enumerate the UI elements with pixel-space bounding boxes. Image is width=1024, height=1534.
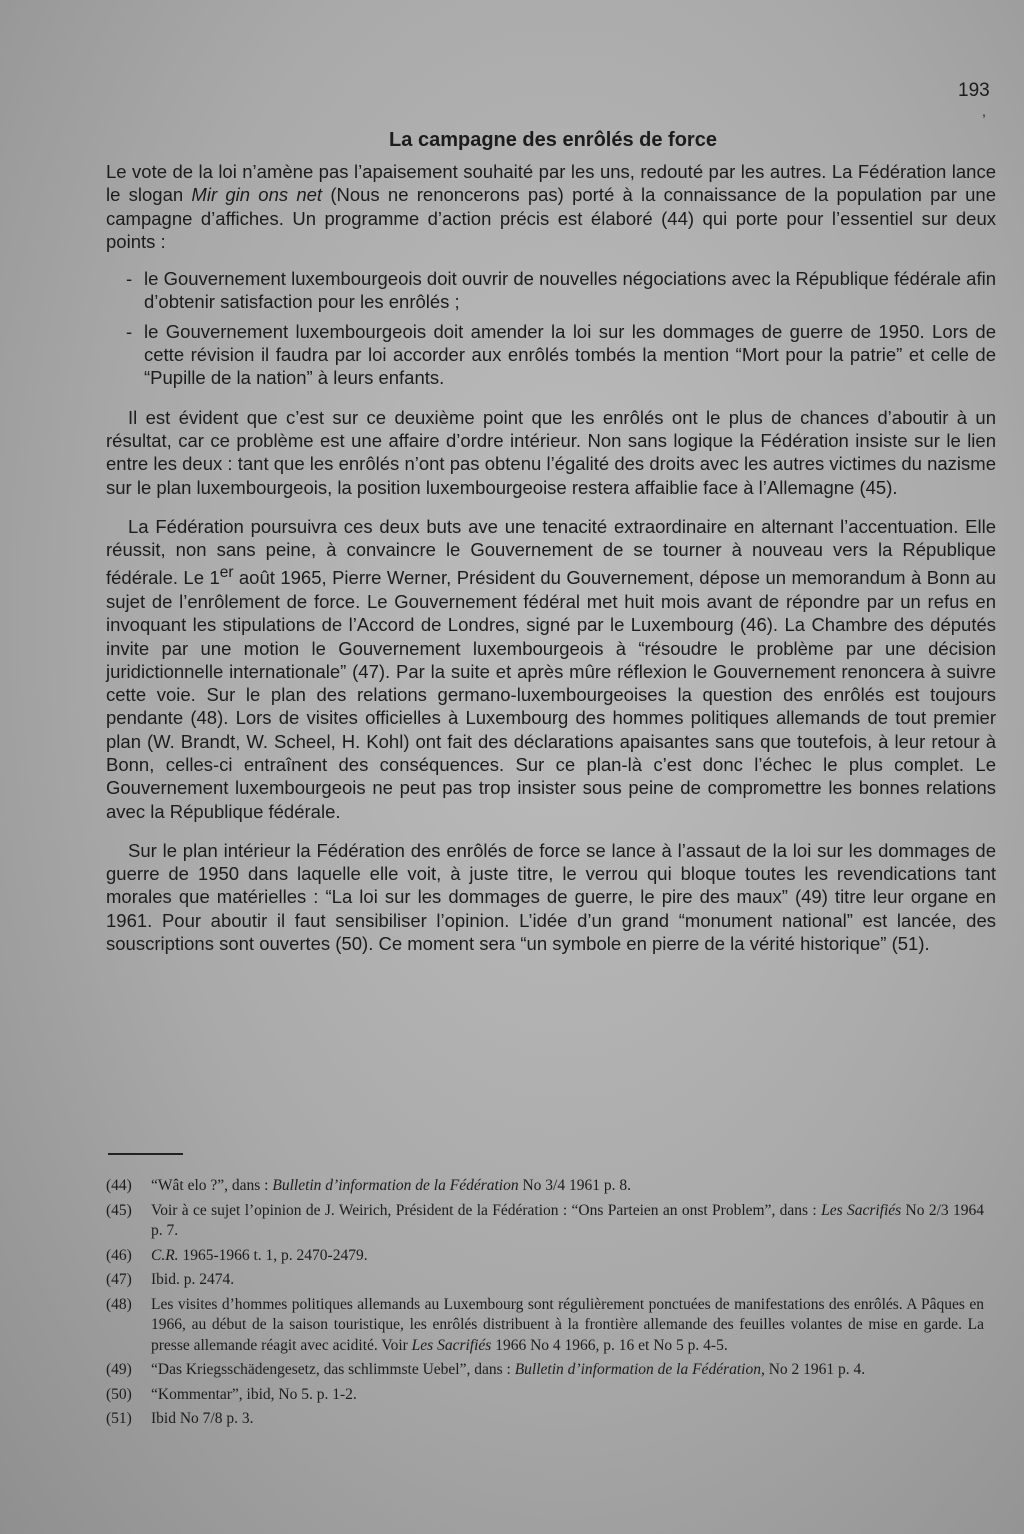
footnote <box>106 1360 984 1381</box>
bullet-dash: - <box>126 268 133 290</box>
footnote <box>106 1201 984 1242</box>
footnote <box>106 1246 984 1267</box>
bullet-dash: - <box>126 320 133 342</box>
footnote-number: (48) <box>106 1295 132 1313</box>
footnote-number: (44) <box>106 1177 132 1194</box>
footnote-italic: C.R. <box>151 1246 179 1264</box>
p3-text-a: La Fédération poursuivra ces deux buts ave une tenacité extraordinaire en alternant l’accentuation. Elle réussit, non sans peine, à convaincre le Gouvernement de se tourner à nouveau vers la République fédérale. Le 1 <box>106 515 996 589</box>
footnote-number: (46) <box>106 1246 132 1264</box>
paragraph-2: Il est évident que c’est sur ce deuxième point que les enrôlés ont le plus de chances d’aboutir à un résultat, car ce problème est une affaire d’ordre intérieur. Non sans logique la Fédération insiste sur le lien entre les deux : tant que les enrôlés n’ont pas obtenu l’égalité des droits avec les autres victimes du nazisme sur le plan luxembourgeois, la position luxembourgeoise restera affaiblie face à l’Allemagne (45). <box>106 406 996 498</box>
ink-mark: , <box>982 103 986 119</box>
intro-slogan: Mir gin ons net <box>191 184 323 206</box>
footnote-italic: Les Sacrifiés <box>411 1336 492 1354</box>
footnote-text: “Das Kriegsschädengesetz, das schlimmste Uebel”, dans : <box>151 1361 515 1378</box>
footnote-text: “Kommentar”, ibid, No 5. p. 1-2. <box>151 1385 357 1403</box>
footnote-number: (51) <box>106 1410 132 1427</box>
footnote-italic: Bulletin d’information de la Fédération, <box>514 1361 765 1378</box>
footnote-number: (45) <box>106 1201 132 1219</box>
paragraph-3 <box>106 515 996 823</box>
footnote-number: (47) <box>106 1271 132 1288</box>
p3-text-b: août 1965, Pierre Werner, Président du Gouvernement, dépose un memorandum à Bonn au sujet de l’enrôlement de force. Le Gouvernement fédéral met huit mois avant de répondre par un refus en invoquant les stipulations de l’Accord de Londres, signé par le Luxembourg (46). La Chambre des députés invite par une motion le Gouvernement luxembourgeois à “résoudre le problème par une décision juridictionnelle internationale” (47). Par la suite et après mûre réflexion le Gouvernement renoncera à suivre cette voie. Sur le plan des relations germano-luxembourgeoises la question des enrôlés est toujours pendante (48). Lors de visites officielles à Luxembourg des hommes politiques allemands de tout premier plan (W. Brandt, W. Scheel, H. Kohl) ont fait des déclarations apaisantes sans que toutefois, à leur retour à Bonn, celles-ci entraînent des conséquences. Sur ce plan-là c’est donc l’échec le plus complet. Le Gouvernement luxembourgeois ne peut pas trop insister sous peine de compromettre les bonnes relations avec la République fédérale. <box>106 567 996 822</box>
footnote <box>106 1295 984 1357</box>
paragraph-intro <box>106 160 996 253</box>
footnotes <box>106 1176 984 1434</box>
footnote-text: 1966 No 4 1966, p. 16 et No 5 p. 4-5. <box>491 1336 728 1354</box>
bullet-item <box>106 320 996 390</box>
footnote-text: Les visites d’hommes politiques allemands au Luxembourg sont régulièrement ponctuées de manifestations des enrôlés. A Pâques en 1966, au début de la saison touristique, les enrôlés distribuent à la frontière allemande des feuilles volantes de mise en garde. La presse allemande réagit avec acidité. Voir <box>151 1295 984 1354</box>
footnote-number: (49) <box>106 1361 132 1378</box>
footnote-divider <box>108 1153 183 1155</box>
footnote-text: No 2/3 1964 p. 7. <box>151 1201 984 1239</box>
body-text <box>106 160 996 955</box>
footnote <box>106 1270 984 1291</box>
footnote <box>106 1176 984 1197</box>
bullet-item <box>106 267 996 314</box>
footnote-text: Ibid. p. 2474. <box>151 1271 235 1288</box>
bullet-text: le Gouvernement luxembourgeois doit ouvrir de nouvelles négociations avec la République fédérale afin d’obtenir satisfaction pour les enrôlés ; <box>144 268 996 313</box>
intro-text-b: (Nous ne renoncerons pas) porté à la connaissance de la population par une campagne d’affiches. Un programme d’action précis est élaboré (44) qui porte pour l’essentiel sur deux points : <box>106 184 996 252</box>
section-title: La campagne des enrôlés de force <box>389 129 717 151</box>
footnote <box>106 1385 984 1406</box>
page-number: 193 <box>958 80 990 101</box>
footnote <box>106 1409 984 1430</box>
bullet-text: le Gouvernement luxembourgeois doit amender la loi sur les dommages de guerre de 1950. Lors de cette révision il faudra par loi accorder aux enrôlés tombés la mention “Mort pour la patrie” et celle de “Pupille de la nation” à leurs enfants. <box>144 320 996 389</box>
footnote-text: Ibid No 7/8 p. 3. <box>151 1410 254 1427</box>
footnote-italic: Les Sacrifiés <box>821 1201 902 1219</box>
footnote-text: No 3/4 1961 p. 8. <box>518 1177 631 1194</box>
footnote-text: “Wât elo ?”, dans : <box>151 1177 273 1194</box>
intro-text-a: Le vote de la loi n’amène pas l’apaisement souhaité par les uns, redouté par les autres. La Fédération lance le slogan <box>106 161 996 206</box>
footnote-text: No 2 1961 p. 4. <box>764 1361 866 1378</box>
footnote-text: 1965-1966 t. 1, p. 2470-2479. <box>178 1246 368 1264</box>
footnote-text: Voir à ce sujet l’opinion de J. Weirich, Président de la Fédération : “Ons Parteien an onst Problem”, dans : <box>151 1201 822 1219</box>
footnote-italic: Bulletin d’information de la Fédération <box>272 1177 519 1194</box>
p3-superscript: er <box>219 564 234 582</box>
footnote-number: (50) <box>106 1385 132 1403</box>
paragraph-4: Sur le plan intérieur la Fédération des enrôlés de force se lance à l’assaut de la loi sur les dommages de guerre de 1950 dans laquelle elle voit, à juste titre, le verrou qui bloque toutes les revendications tant morales que matérielles : “La loi sur les dommages de guerre, le pire des maux” (49) titre leur organe en 1961. Pour aboutir il faut sensibiliser l’opinion. L’idée d’un grand “monument national” est lancée, des souscriptions sont ouvertes (50). Ce moment sera “un symbole en pierre de la vérité historique” (51). <box>106 839 996 955</box>
